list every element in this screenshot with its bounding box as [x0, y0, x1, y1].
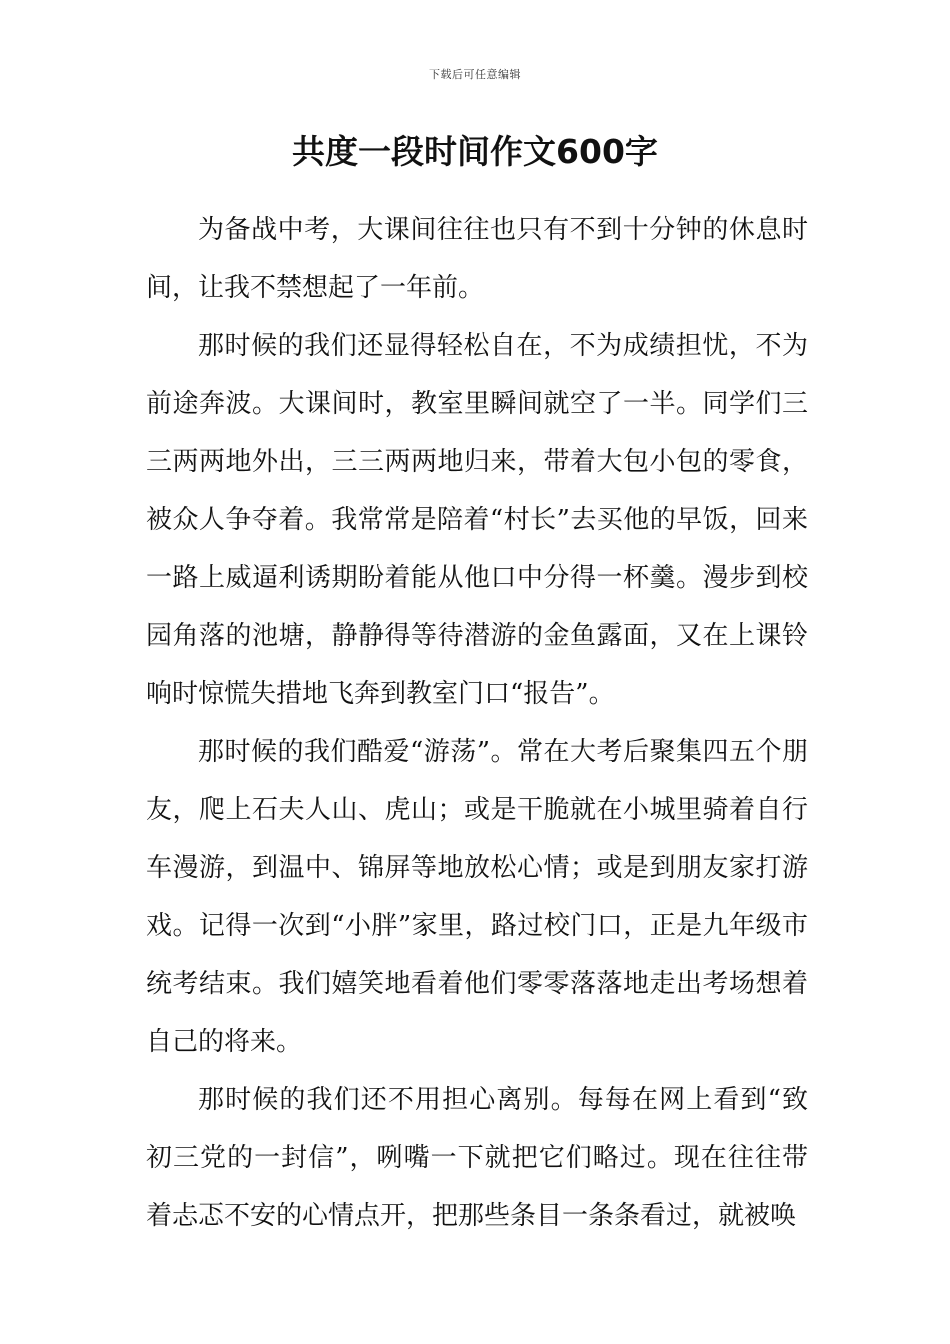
paragraph-1: 为备战中考，大课间往往也只有不到十分钟的休息时间，让我不禁想起了一年前。: [146, 215, 808, 303]
header-note: 下载后可任意编辑: [429, 68, 521, 81]
paragraph-4: 那时候的我们还不用担心离别。每每在网上看到“致初三党的一封信”，咧嘴一下就把它们略过。现在往往带着忐忑不安的心情点开，把那些条目一条条看过，就被唤: [146, 1085, 808, 1231]
paragraph-2: 那时候的我们还显得轻松自在，不为成绩担忧，不为前途奔波。大课间时，教室里瞬间就空了一半。同学们三三两两地外出，三三两两地归来，带着大包小包的零食，被众人争夺着。我常常是陪着“村长”去买他的早饭，回来一路上威逼利诱期盼着能从他口中分得一杯羹。漫步到校园角落的池塘，静静得等待潜游的金鱼露面，又在上课铃响时惊慌失措地飞奔到教室门口“报告”。: [146, 331, 808, 709]
document-body: [146, 201, 808, 1245]
document-title: 共度一段时间作文600字: [292, 132, 658, 171]
paragraph-3: 那时候的我们酷爱“游荡”。常在大考后聚集四五个朋友，爬上石夫人山、虎山；或是干脆就在小城里骑着自行车漫游，到温中、锦屏等地放松心情；或是到朋友家打游戏。记得一次到“小胖”家里，路过校门口，正是九年级市统考结束。我们嬉笑地看着他们零零落落地走出考场想着自己的将来。: [146, 737, 808, 1057]
